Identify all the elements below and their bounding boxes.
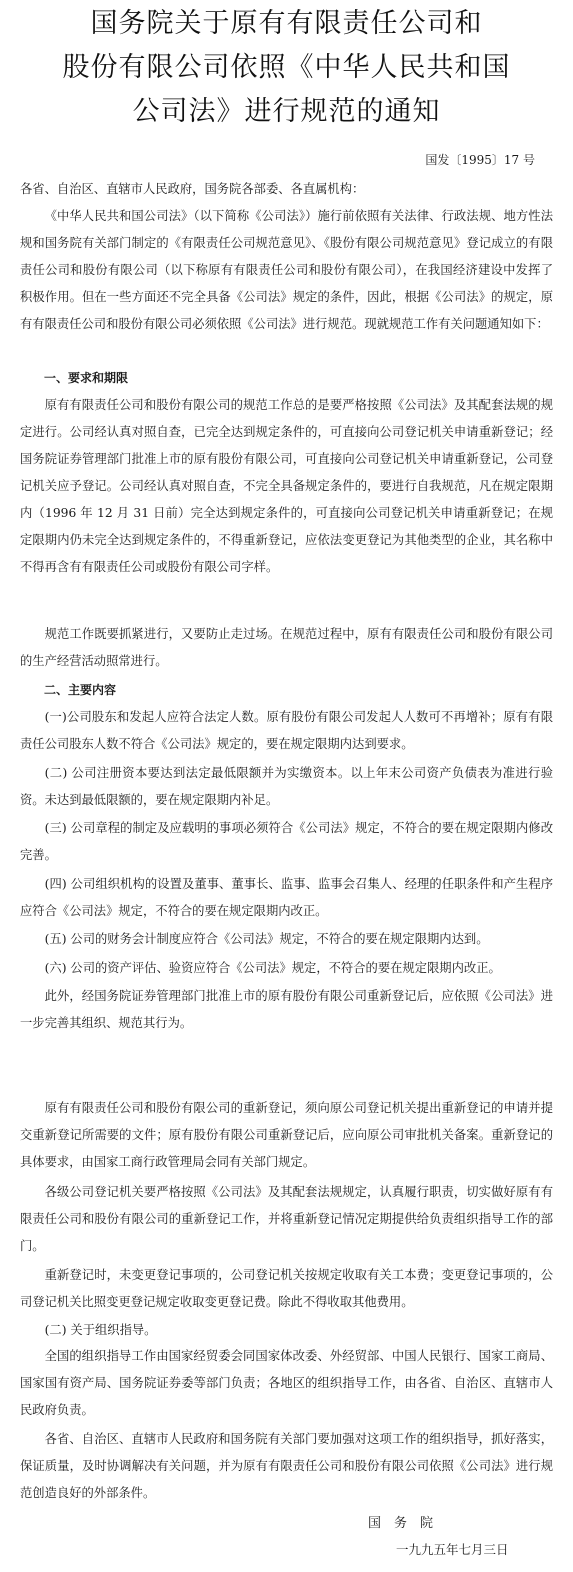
section-1-paragraph-1: 原有有限责任公司和股份有限公司的规范工作总的是要严格按照《公司法》及其配套法规的规定进行。公司经认真对照自查，已完全达到规定条件的，可直接向公司登记机关申请重新登记；经国务院证券管理部门批准上市的原有股份有限公司，可直接向公司登记机关申请重新登记，公司登记机关应予登记。公司经认真对照自查，不完全具备规定条件的，要进行自我规范，凡在规定限期内（1996 年 12 月 31 日前）完全达到规定条件的，可直接向公司登记机关申请重新登记；在规定限期内仍未完全达到规定条件的，不得重新登记，应依法变更登记为其他类型的企业，其名称中不得再含有有限责任公司或股份有限公司字样。 (20, 398, 553, 574)
section-1-heading: 一、要求和期限 (44, 371, 129, 385)
organization-paragraph-1: 全国的组织指导工作由国家经贸委会同国家体改委、外经贸部、中国人民银行、国家工商局、国家国有资产局、国务院证券委等部门负责；各地区的组织指导工作，由各省、自治区、直辖市人民政府负责。 (20, 1349, 553, 1417)
section-1-paragraph-2: 规范工作既要抓紧进行，又要防止走过场。在规范过程中，原有有限责任公司和股份有限公司的生产经营活动照常进行。 (20, 627, 553, 668)
section-2-item-5: (五) 公司的财务会计制度应符合《公司法》规定，不符合的要在规定限期内达到。 (44, 932, 489, 946)
registration-paragraph-2: 各级公司登记机关要严格按照《公司法》及其配套法规规定，认真履行职责，切实做好原有有限责任公司和股份有限公司的重新登记工作，并将重新登记情况定期提供给负责组织指导工作的部门。 (20, 1185, 553, 1253)
document-title-line-3: 公司法》进行规范的通知 (132, 96, 441, 127)
section-2-heading: 二、主要内容 (44, 683, 117, 697)
organization-paragraph-2: 各省、自治区、直辖市人民政府和国务院有关部门要加强对这项工作的组织指导，抓好落实，保证质量，及时协调解决有关问题，并为原有有限责任公司和股份有限公司依照《公司法》进行规范创造良好的外部条件。 (20, 1432, 553, 1500)
section-2-item-2: (二) 公司注册资本要达到法定最低限额并为实缴资本。以上年末公司资产负债表为准进行验资。未达到最低限额的，要在规定限期内补足。 (20, 766, 553, 807)
organization-heading: (二) 关于组织指导。 (44, 1323, 157, 1337)
section-2-extra: 此外，经国务院证券管理部门批准上市的原有股份有限公司重新登记后，应依照《公司法》进一步完善其组织、规范其行为。 (20, 989, 553, 1030)
document-number: 国发〔1995〕17 号 (425, 153, 535, 167)
signature-issuer: 国 务 院 (368, 1516, 434, 1531)
registration-paragraph-1: 原有有限责任公司和股份有限公司的重新登记，须向原公司登记机关提出重新登记的申请并提交重新登记所需要的文件；原有股份有限公司重新登记后，应向原公司审批机关备案。重新登记的具体要求，由国家工商行政管理局会同有关部门规定。 (20, 1101, 553, 1169)
section-2-item-1: (一)公司股东和发起人应符合法定人数。原有股份有限公司发起人人数可不再增补；原有有限责任公司股东人数不符合《公司法》规定的，要在规定限期内达到要求。 (20, 710, 553, 751)
section-2-item-4: (四) 公司组织机构的设置及董事、董事长、监事、监事会召集人、经理的任职条件和产生程序应符合《公司法》规定，不符合的要在规定限期内改正。 (20, 877, 553, 918)
section-2-item-3: (三) 公司章程的制定及应载明的事项必须符合《公司法》规定，不符合的要在规定限期内修改完善。 (20, 821, 553, 862)
registration-paragraph-3: 重新登记时，未变更登记事项的，公司登记机关按规定收取有关工本费；变更登记事项的，公司登记机关比照变更登记规定收取变更登记费。除此不得收取其他费用。 (20, 1268, 553, 1309)
addressee: 各省、自治区、直辖市人民政府，国务院各部委、各直属机构： (20, 182, 365, 196)
document-title-line-2: 股份有限公司依照《中华人民共和国 (62, 52, 511, 83)
intro-paragraph: 《中华人民共和国公司法》（以下简称《公司法》）施行前依照有关法律、行政法规、地方性法规和国务院有关部门制定的《有限责任公司规范意见》、《股份有限公司规范意见》登记成立的有限责任公司和股份有限公司（以下称原有有限责任公司和股份有限公司），在我国经济建设中发挥了积极作用。但在一些方面还不完全具备《公司法》规定的条件，因此，根据《公司法》的规定，原有有限责任公司和股份有限公司必须依照《公司法》进行规范。现就规范工作有关问题通知如下： (20, 209, 553, 331)
signature-date: 一九九五年七月三日 (396, 1542, 509, 1557)
section-2-item-6: (六) 公司的资产评估、验资应符合《公司法》规定，不符合的要在规定限期内改正。 (44, 961, 501, 975)
document-title-line-1: 国务院关于原有有限责任公司和 (90, 8, 483, 39)
